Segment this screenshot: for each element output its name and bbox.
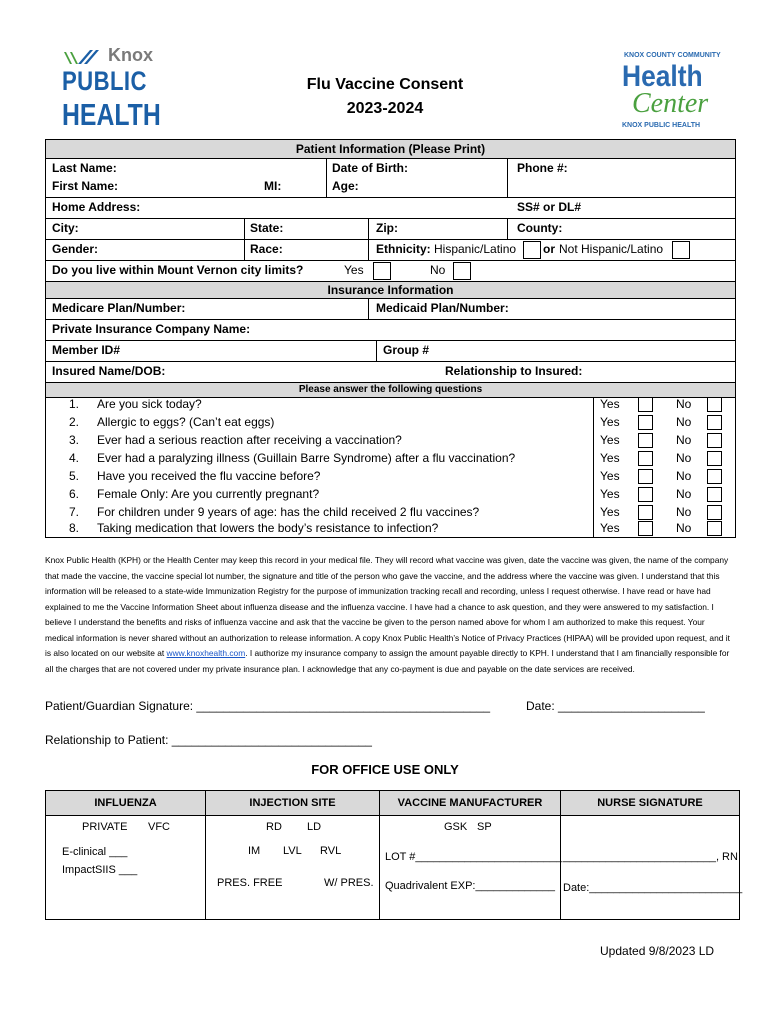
eclinical-field: E-clinical ___ [62,846,128,858]
logo-county: KNOX COUNTY COMMUNITY [624,52,721,59]
mount-vernon-question: Do you live within Mount Vernon city limits? [52,263,304,277]
home-address-label: Home Address: [52,200,141,214]
ethnicity-not-hispanic: Not Hispanic/Latino [559,242,664,256]
member-id-label: Member ID# [52,343,121,357]
health-center-logo [614,52,730,136]
group-label: Group # [383,343,430,357]
question-yes-checkbox[interactable] [638,451,653,466]
question-yes-label: Yes [600,397,620,411]
consent-paragraph [45,553,735,677]
question-no-label: No [676,397,692,411]
logo-health-word: Health [622,60,703,93]
question-no-checkbox[interactable] [707,433,722,448]
question-text: Female Only: Are you currently pregnant? [97,487,320,501]
ss-dl-label: SS# or DL# [517,200,582,214]
consent-text-1: Knox Public Health (KPH) or the Health Center may keep this record in your medical file. They will record what vaccine was given, date the vaccine was given, the name of the company that made the vaccine, the vaccine special lot number, the signature and title of the person who gave the vaccine, and the address where the vaccine was given. I understand that this information will be released to a state-wide Immunization Registry for the purpose of immunization tracking recall and recording, unless I request otherwise. I have read or have had explained to me the Vaccine Information Sheet about influenza disease and the influenza vaccine. I have had a chance to ask question, and they were answered to my satisfaction. I believe I understand the benefits and risks of influenza vaccine and ask that the vaccine be given to the person named above for whom I am authorized to make this request. Your medical information is never shared without an authorization to release information. A copy Knox Public Health’s Notice of Privacy Practices (HIPAA) will be provided upon request, and it is also located on our website at [45,555,730,658]
question-yes-label: Yes [600,505,620,519]
question-number: 8. [68,521,79,535]
ld-option: LD [307,821,322,833]
question-yes-label: Yes [600,451,620,465]
question-number: 2. [68,415,79,429]
logo-brand: Knox [108,45,153,65]
logo-center-word: Center [632,88,709,119]
question-no-checkbox[interactable] [707,451,722,466]
medicare-row [46,299,735,320]
hispanic-checkbox[interactable] [523,241,541,259]
relationship-line[interactable]: Relationship to Patient: ______________________________ [45,733,372,747]
questions-section-header: Please answer the following questions [46,383,735,398]
ethnicity-or: or [543,242,555,256]
pres-free-option: PRES. FREE [217,877,283,889]
question-no-label: No [676,433,692,447]
city-label: City: [52,221,79,235]
lvl-option: LVL [283,845,302,857]
medicaid-label: Medicaid Plan/Number: [376,301,509,315]
city-row [46,219,735,240]
sp-option: SP [477,821,492,833]
patient-section-header: Patient Information (Please Print) [46,140,735,159]
col-injection-site: INJECTION SITE [206,791,379,816]
nurse-date-field: Date:_________________________ [563,882,743,894]
form-year: 2023-2024 [346,100,424,117]
private-insurance-label: Private Insurance Company Name: [52,322,251,336]
question-no-checkbox[interactable] [707,469,722,484]
form-title: Flu Vaccine Consent [306,76,464,93]
col-vaccine-manufacturer: VACCINE MANUFACTURER [380,791,560,816]
logo-public: PUBLIC [62,66,147,96]
question-number: 3. [68,433,79,447]
private-insurance-row [46,320,735,341]
medicare-label: Medicare Plan/Number: [52,301,186,315]
im-option: IM [248,845,261,857]
question-yes-label: Yes [600,469,620,483]
question-no-checkbox[interactable] [707,415,722,430]
mv-yes-checkbox[interactable] [373,262,391,280]
state-label: State: [250,221,284,235]
question-yes-checkbox[interactable] [638,415,653,430]
question-yes-checkbox[interactable] [638,487,653,502]
question-text: Have you received the flu vaccine before? [97,469,321,483]
county-label: County: [517,221,563,235]
not-hispanic-checkbox[interactable] [672,241,690,259]
ethnicity-label: Ethnicity: [376,242,431,256]
gender-label: Gender: [52,242,99,256]
question-number: 4. [68,451,79,465]
office-use-table [45,790,743,920]
gsk-option: GSK [444,821,468,833]
question-rows [45,397,734,536]
question-no-checkbox[interactable] [707,521,722,536]
mv-no-checkbox[interactable] [453,262,471,280]
knox-swoosh-icon [62,48,106,66]
logo-kph: KNOX PUBLIC HEALTH [622,122,701,129]
question-no-label: No [676,521,692,535]
insured-row [46,362,735,383]
question-no-label: No [676,487,692,501]
question-text: Ever had a serious reaction after receiving a vaccination? [97,433,402,447]
mount-vernon-row [46,261,735,282]
logo-health: HEALTH [62,97,161,132]
mv-yes-label: Yes [344,263,364,277]
last-name-label: Last Name: [52,161,117,175]
question-yes-checkbox[interactable] [638,505,653,520]
insured-label: Insured Name/DOB: [52,364,166,378]
question-no-label: No [676,415,692,429]
question-no-checkbox[interactable] [707,487,722,502]
consent-text-2: . I authorize my insurance company to assign the amount payable directly to KPH. I understand that I am financially responsible for all the charges that are not covered under my private insurance plan. I acknowledge that any co-payment is due and payable on the date services are received. [45,648,730,674]
question-number: 7. [68,505,79,519]
question-number: 5. [68,469,79,483]
question-no-checkbox[interactable] [707,397,722,412]
website-link[interactable]: www.knoxhealth.com [166,648,246,658]
race-label: Race: [250,242,283,256]
mi-label: MI: [264,179,282,193]
question-no-label: No [676,469,692,483]
name-row [46,159,735,198]
question-yes-label: Yes [600,415,620,429]
rvl-option: RVL [320,845,342,857]
insurance-section-header: Insurance Information [46,282,735,299]
dob-label: Date of Birth: [332,161,408,175]
patient-signature-line[interactable]: Patient/Guardian Signature: ____________________________________________ [45,699,491,713]
question-yes-label: Yes [600,487,620,501]
lot-field: LOT #________________________ [385,851,563,863]
age-label: Age: [332,179,359,193]
question-number: 6. [68,487,79,501]
question-yes-checkbox[interactable] [638,433,653,448]
signature-date-line[interactable]: Date: ______________________ [526,699,705,713]
private-option: PRIVATE [82,821,128,833]
first-name-label: First Name: [52,179,119,193]
question-yes-checkbox[interactable] [638,521,653,536]
rd-option: RD [266,821,282,833]
impactsiis-field: ImpactSIIS ___ [62,864,138,876]
vfc-option: VFC [148,821,170,833]
question-text: For children under 9 years of age: has the child received 2 flu vaccines? [97,505,480,519]
question-yes-checkbox[interactable] [638,397,653,412]
question-yes-checkbox[interactable] [638,469,653,484]
zip-label: Zip: [376,221,398,235]
question-text: Allergic to eggs? (Can’t eat eggs) [97,415,275,429]
question-text: Ever had a paralyzing illness (Guillain Barre Syndrome) after a flu vaccination? [97,451,516,465]
question-yes-label: Yes [600,521,620,535]
phone-label: Phone #: [517,161,568,175]
quadrivalent-exp-field: Quadrivalent EXP:_____________ [385,880,556,892]
gender-row [46,240,735,261]
member-row [46,341,735,362]
relationship-insured-label: Relationship to Insured: [445,364,583,378]
w-pres-option: W/ PRES. [324,877,374,889]
updated-note: Updated 9/8/2023 LD [600,944,715,958]
question-text: Taking medication that lowers the body’s resistance to infection? [97,521,439,535]
col-influenza: INFLUENZA [46,791,205,816]
question-yes-label: Yes [600,433,620,447]
question-no-checkbox[interactable] [707,505,722,520]
question-number: 1. [68,397,79,411]
question-text: Are you sick today? [97,397,202,411]
nurse-signature-field: _________________________, RN [563,851,738,863]
mv-no-label: No [430,263,446,277]
col-nurse-signature: NURSE SIGNATURE [561,791,739,816]
ethnicity-hispanic: Hispanic/Latino [434,242,517,256]
address-row [46,198,735,219]
question-no-label: No [676,505,692,519]
question-no-label: No [676,451,692,465]
office-use-title: FOR OFFICE USE ONLY [311,762,459,777]
